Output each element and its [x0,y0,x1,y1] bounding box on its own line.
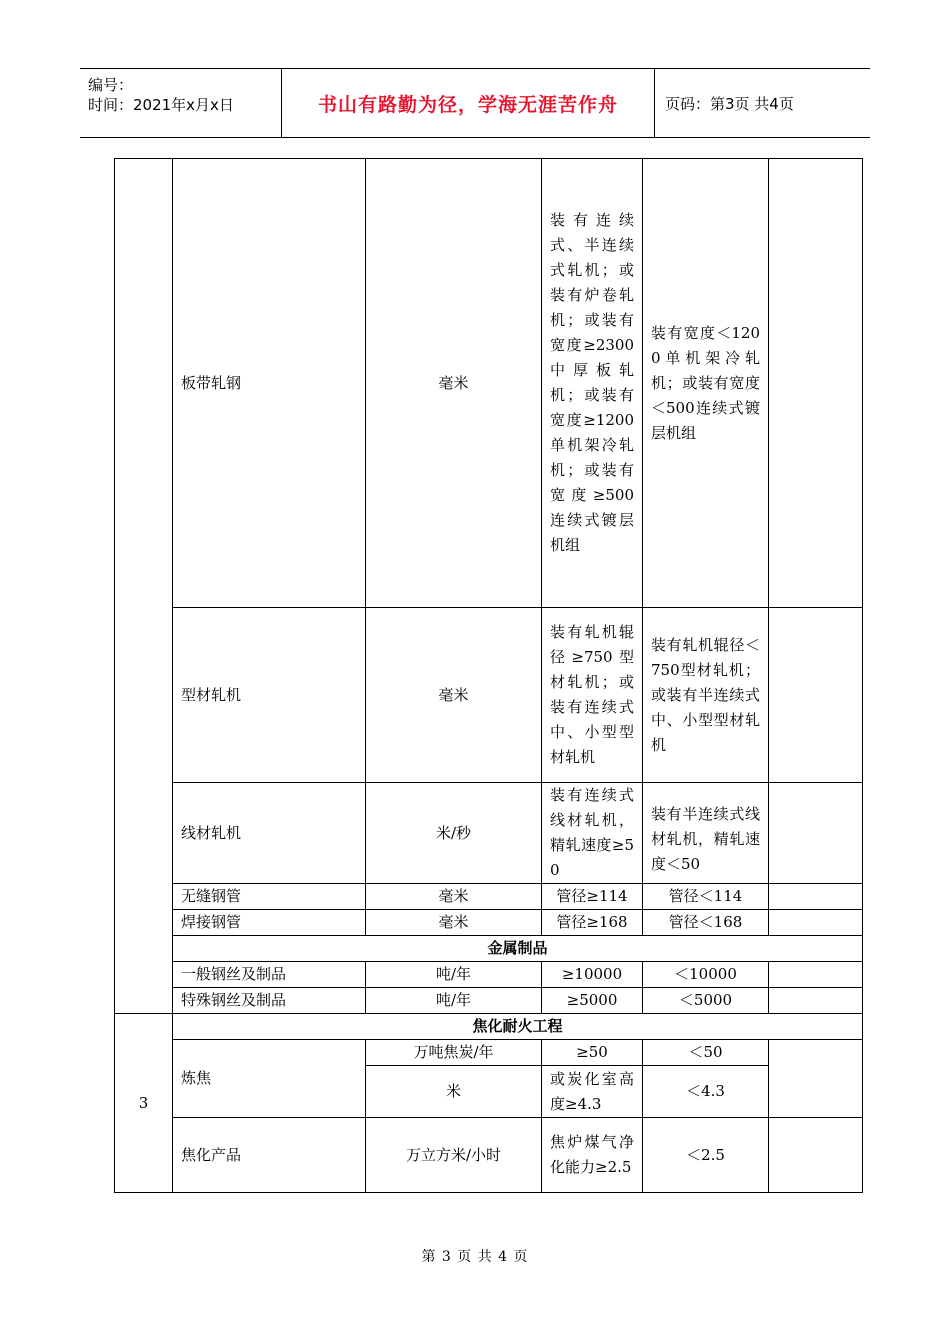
item-name-cell: 线材轧机 [173,783,366,884]
large-scale-cell: ≥10000 [542,962,643,988]
note-cell [769,159,863,608]
medium-scale-cell: 装有宽度＜1200单机架冷轧机；或装有宽度＜500连续式镀层机组 [643,159,769,608]
table-row [115,910,863,936]
scale-classification-table [114,158,863,1193]
medium-scale-cell: ＜5000 [643,988,769,1014]
large-scale-cell: 管径≥168 [542,910,643,936]
large-scale-cell: 装有连续式线材轧机，精轧速度≥50 [542,783,643,884]
item-name-cell: 一般钢丝及制品 [173,962,366,988]
medium-scale-cell: 管径＜114 [643,884,769,910]
table-row [115,783,863,884]
note-cell [769,884,863,910]
item-name-cell: 焊接钢管 [173,910,366,936]
large-scale-cell: 或炭化室高度≥4.3 [542,1066,643,1118]
medium-scale-cell: 装有半连续式线材轧机，精轧速度＜50 [643,783,769,884]
unit-cell: 毫米 [366,608,542,783]
note-cell [769,1040,863,1118]
medium-scale-cell: ＜2.5 [643,1118,769,1193]
item-name-cell: 炼焦 [173,1040,366,1118]
medium-scale-cell: 管径＜168 [643,910,769,936]
index-cell [115,159,173,1014]
table-row [115,159,863,608]
unit-cell: 毫米 [366,884,542,910]
table-row [115,1118,863,1193]
medium-scale-cell: ＜4.3 [643,1066,769,1118]
section-title: 焦化耐火工程 [173,1014,863,1040]
unit-cell: 万吨焦炭/年 [366,1040,542,1066]
medium-scale-cell: ＜50 [643,1040,769,1066]
page-footer: 第 3 页 共 4 页 [421,1249,529,1265]
unit-cell: 毫米 [366,159,542,608]
header-meta [88,75,278,115]
document-time-label: 时间：2021年x月x日 [88,96,234,114]
medium-scale-cell: 装有轧机辊径＜750型材轧机；或装有半连续式中、小型型材轧机 [643,608,769,783]
note-cell [769,1118,863,1193]
table-row [115,936,863,962]
unit-cell: 米 [366,1066,542,1118]
note-cell [769,988,863,1014]
table-row [115,1014,863,1040]
section-title: 金属制品 [173,936,863,962]
table-row [115,1040,863,1066]
table-row [115,608,863,783]
large-scale-cell: 装有连续式、半连续式轧机；或装有炉卷轧机；或装有宽度≥2300中厚板轧机；或装有宽度≥1200单机架冷轧机；或装有宽度≥500连续式镀层机组 [542,159,643,608]
header-page-number: 页码：第3页 共4页 [665,94,794,113]
section-index-cell: 3 [115,1014,173,1193]
document-number-label: 编号： [88,76,134,94]
medium-scale-cell: ＜10000 [643,962,769,988]
note-cell [769,962,863,988]
item-name-cell: 焦化产品 [173,1118,366,1193]
item-name-cell: 板带轧钢 [173,159,366,608]
large-scale-cell: ≥5000 [542,988,643,1014]
large-scale-cell: ≥50 [542,1040,643,1066]
table-row [115,962,863,988]
large-scale-cell: 装有轧机辊径≥750型材轧机；或装有连续式中、小型型材轧机 [542,608,643,783]
item-name-cell: 无缝钢管 [173,884,366,910]
unit-cell: 毫米 [366,910,542,936]
page-header [80,68,870,138]
unit-cell: 万立方米/小时 [366,1118,542,1193]
large-scale-cell: 管径≥114 [542,884,643,910]
item-name-cell: 特殊钢丝及制品 [173,988,366,1014]
note-cell [769,910,863,936]
table-row [115,988,863,1014]
item-name-cell: 型材轧机 [173,608,366,783]
table-row [115,884,863,910]
note-cell [769,608,863,783]
header-motto: 书山有路勤为径，学海无涯苦作舟 [317,93,618,116]
note-cell [769,783,863,884]
header-divider [654,69,655,137]
large-scale-cell: 焦炉煤气净化能力≥2.5 [542,1118,643,1193]
unit-cell: 吨/年 [366,988,542,1014]
unit-cell: 米/秒 [366,783,542,884]
unit-cell: 吨/年 [366,962,542,988]
